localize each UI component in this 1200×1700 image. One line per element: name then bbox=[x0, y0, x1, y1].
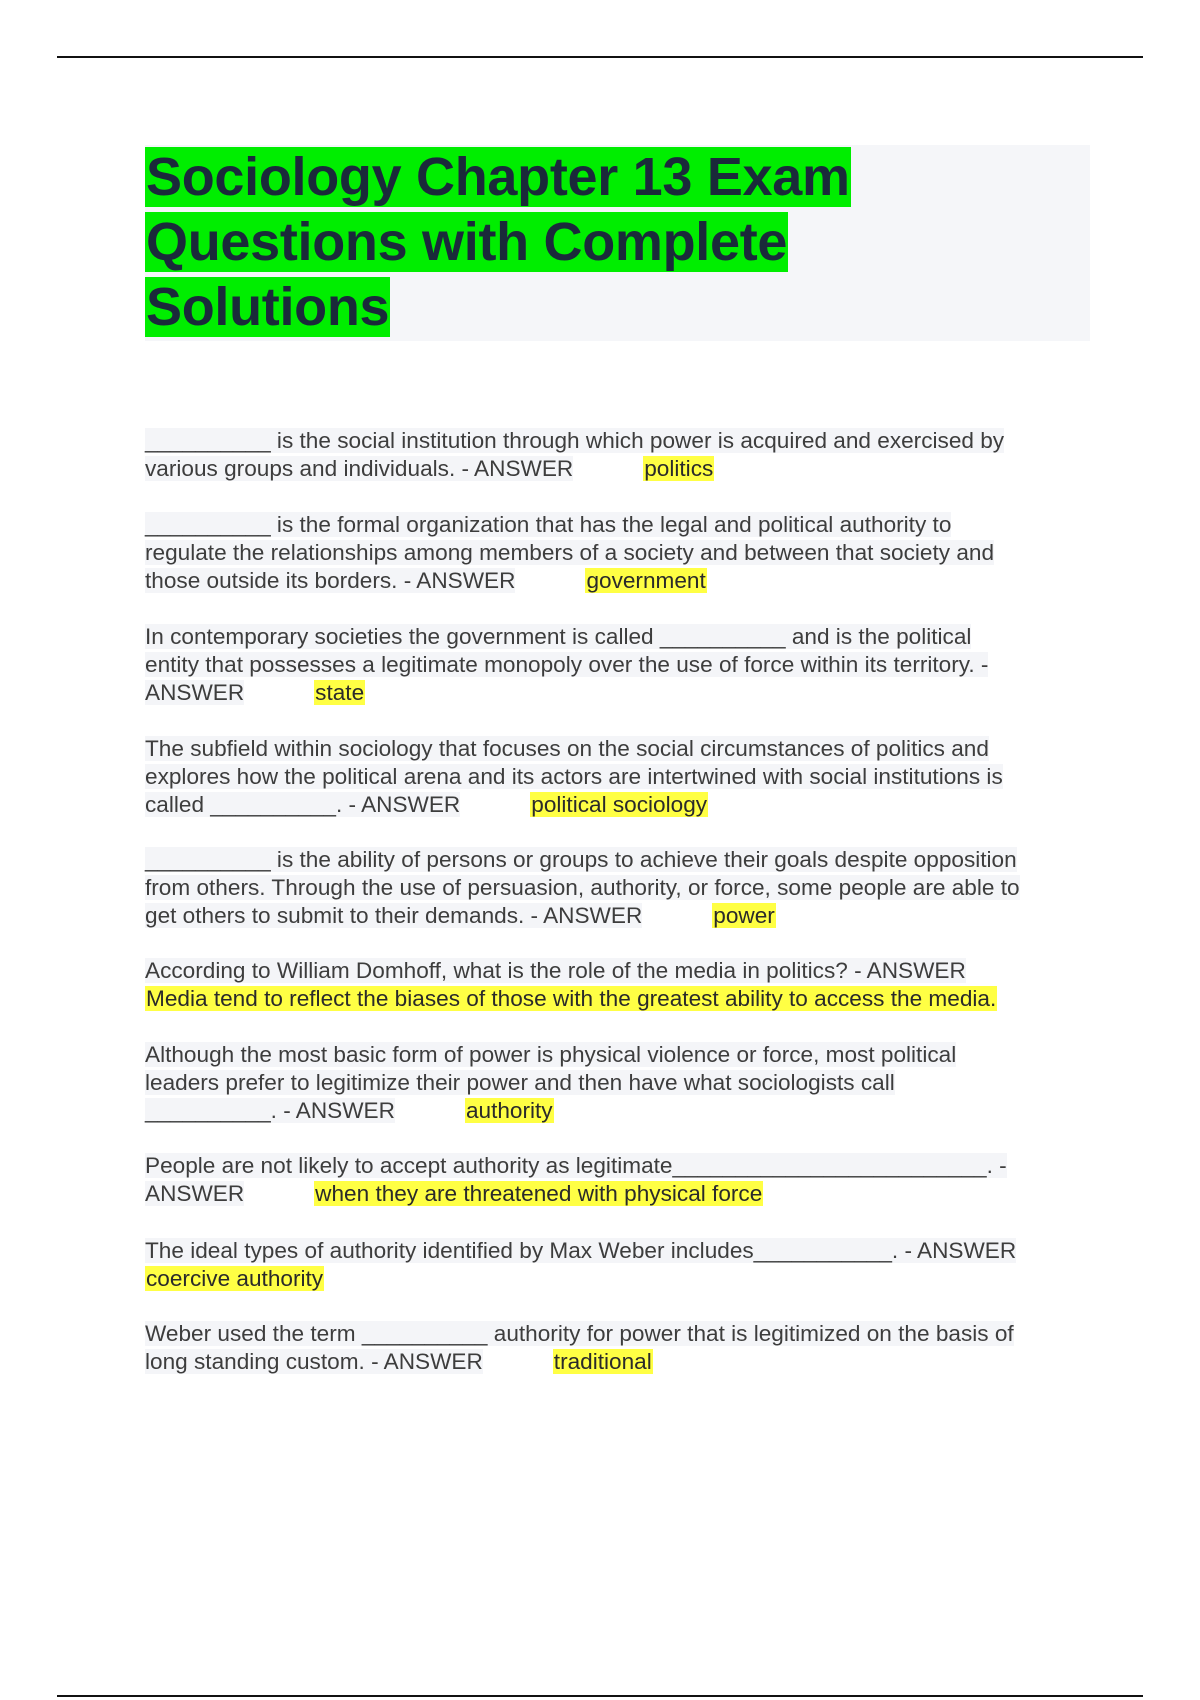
question-line: leaders prefer to legitimize their power and then have what sociologists call bbox=[145, 1070, 895, 1095]
question-line: __________ is the ability of persons or groups to achieve their goals despite opposition bbox=[145, 847, 1017, 872]
question-line: various groups and individuals. - ANSWER bbox=[145, 456, 574, 481]
answer-highlight: political sociology bbox=[531, 792, 708, 817]
question-line: explores how the political arena and its actors are intertwined with social institutions is bbox=[145, 764, 1003, 789]
question-line: People are not likely to accept authority as legitimate_________________________. - bbox=[145, 1153, 1007, 1178]
qa-item bbox=[145, 846, 1085, 930]
answer-highlight: power bbox=[713, 903, 775, 928]
qa-item bbox=[145, 1041, 1085, 1125]
question-line: Weber used the term __________ authority for power that is legitimized on the basis of bbox=[145, 1321, 1014, 1346]
title-block bbox=[145, 145, 1090, 341]
question-line: __________ is the formal organization that has the legal and political authority to bbox=[145, 512, 952, 537]
document-title bbox=[145, 145, 1090, 340]
question-line: In contemporary societies the government is called __________ and is the political bbox=[145, 624, 972, 649]
question-line: regulate the relationships among members of a society and between that society and bbox=[145, 540, 995, 565]
title-line: Questions with Complete bbox=[146, 212, 788, 272]
qa-item bbox=[145, 1237, 1085, 1293]
question-line: __________. - ANSWER bbox=[145, 1098, 395, 1123]
question-line: ANSWER bbox=[145, 1181, 245, 1206]
question-line: from others. Through the use of persuasion, authority, or force, some people are able to bbox=[145, 875, 1020, 900]
answer-highlight: state bbox=[315, 680, 365, 705]
question-line: Although the most basic form of power is physical violence or force, most political bbox=[145, 1042, 957, 1067]
question-line: long standing custom. - ANSWER bbox=[145, 1349, 483, 1374]
answer-highlight: Media tend to reflect the biases of those with the greatest ability to access the media. bbox=[146, 986, 997, 1011]
answer-highlight: authority bbox=[465, 1098, 553, 1123]
answer-highlight: coercive authority bbox=[146, 1266, 324, 1291]
qa-item bbox=[145, 735, 1085, 819]
qa-item bbox=[145, 511, 1085, 595]
question-line: According to William Domhoff, what is the role of the media in politics? - ANSWER bbox=[145, 958, 966, 983]
question-line: get others to submit to their demands. - ANSWER bbox=[145, 903, 643, 928]
qa-item bbox=[145, 623, 1085, 707]
question-line: entity that possesses a legitimate monopoly over the use of force within its territory. - bbox=[145, 652, 989, 677]
answer-highlight: politics bbox=[644, 456, 714, 481]
answer-highlight: government bbox=[586, 568, 706, 593]
question-line: ANSWER bbox=[145, 680, 245, 705]
question-line: The subfield within sociology that focuses on the social circumstances of politics and bbox=[145, 736, 989, 761]
question-line: those outside its borders. - ANSWER bbox=[145, 568, 516, 593]
question-line: called __________. - ANSWER bbox=[145, 792, 461, 817]
bottom-rule bbox=[57, 1695, 1143, 1697]
answer-highlight: traditional bbox=[553, 1349, 652, 1374]
qa-item bbox=[145, 427, 1085, 483]
qa-item bbox=[145, 1320, 1085, 1376]
question-line: The ideal types of authority identified by Max Weber includes___________. - ANSWER bbox=[145, 1238, 1017, 1263]
top-rule bbox=[57, 56, 1143, 58]
title-line: Solutions bbox=[146, 277, 390, 337]
answer-highlight: when they are threatened with physical force bbox=[315, 1181, 763, 1206]
qa-item bbox=[145, 957, 1085, 1013]
title-line: Sociology Chapter 13 Exam bbox=[146, 147, 850, 207]
question-line: __________ is the social institution through which power is acquired and exercised by bbox=[145, 428, 1005, 453]
qa-item bbox=[145, 1152, 1085, 1208]
